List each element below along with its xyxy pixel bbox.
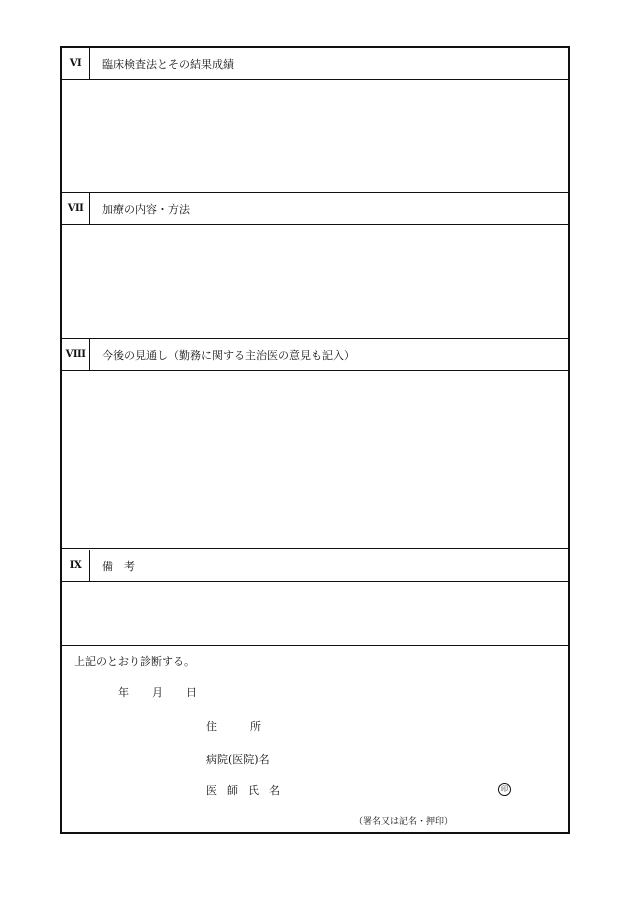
- section-title: 加療の内容・方法: [102, 202, 190, 216]
- section-numeral: IX: [62, 550, 90, 581]
- section-header: [62, 193, 568, 225]
- seal-mark-icon: 印: [498, 783, 511, 796]
- section-numeral: VI: [62, 48, 90, 79]
- doctor-name-label: 医師氏名: [206, 784, 290, 797]
- section-header: [62, 48, 568, 80]
- address-label: 住 所: [206, 720, 261, 733]
- section-numeral: VIII: [62, 339, 90, 370]
- medical-certificate-form: [60, 46, 570, 834]
- section-title: 備 考: [102, 559, 135, 573]
- section-numeral: VII: [62, 193, 90, 224]
- date-day-label: 日: [186, 686, 197, 699]
- date-year-label: 年: [118, 686, 129, 699]
- hospital-name-label: 病院(医院)名: [206, 753, 270, 766]
- section-clinical-tests: [62, 48, 568, 193]
- section-remarks: [62, 550, 568, 646]
- date-month-label: 月: [152, 686, 163, 699]
- section-title: 臨床検査法とその結果成績: [102, 57, 234, 71]
- section-title: 今後の見通し（勤務に関する主治医の意見も記入）: [102, 348, 355, 362]
- section-prognosis: [62, 339, 568, 549]
- section-header: [62, 339, 568, 371]
- footer-signature-area: [62, 646, 568, 834]
- section-header: [62, 550, 568, 582]
- section-divider: [62, 548, 568, 549]
- section-treatment: [62, 193, 568, 338]
- diagnosis-statement: 上記のとおり診断する。: [74, 655, 195, 668]
- signature-note: （署名又は記名・押印）: [354, 817, 454, 827]
